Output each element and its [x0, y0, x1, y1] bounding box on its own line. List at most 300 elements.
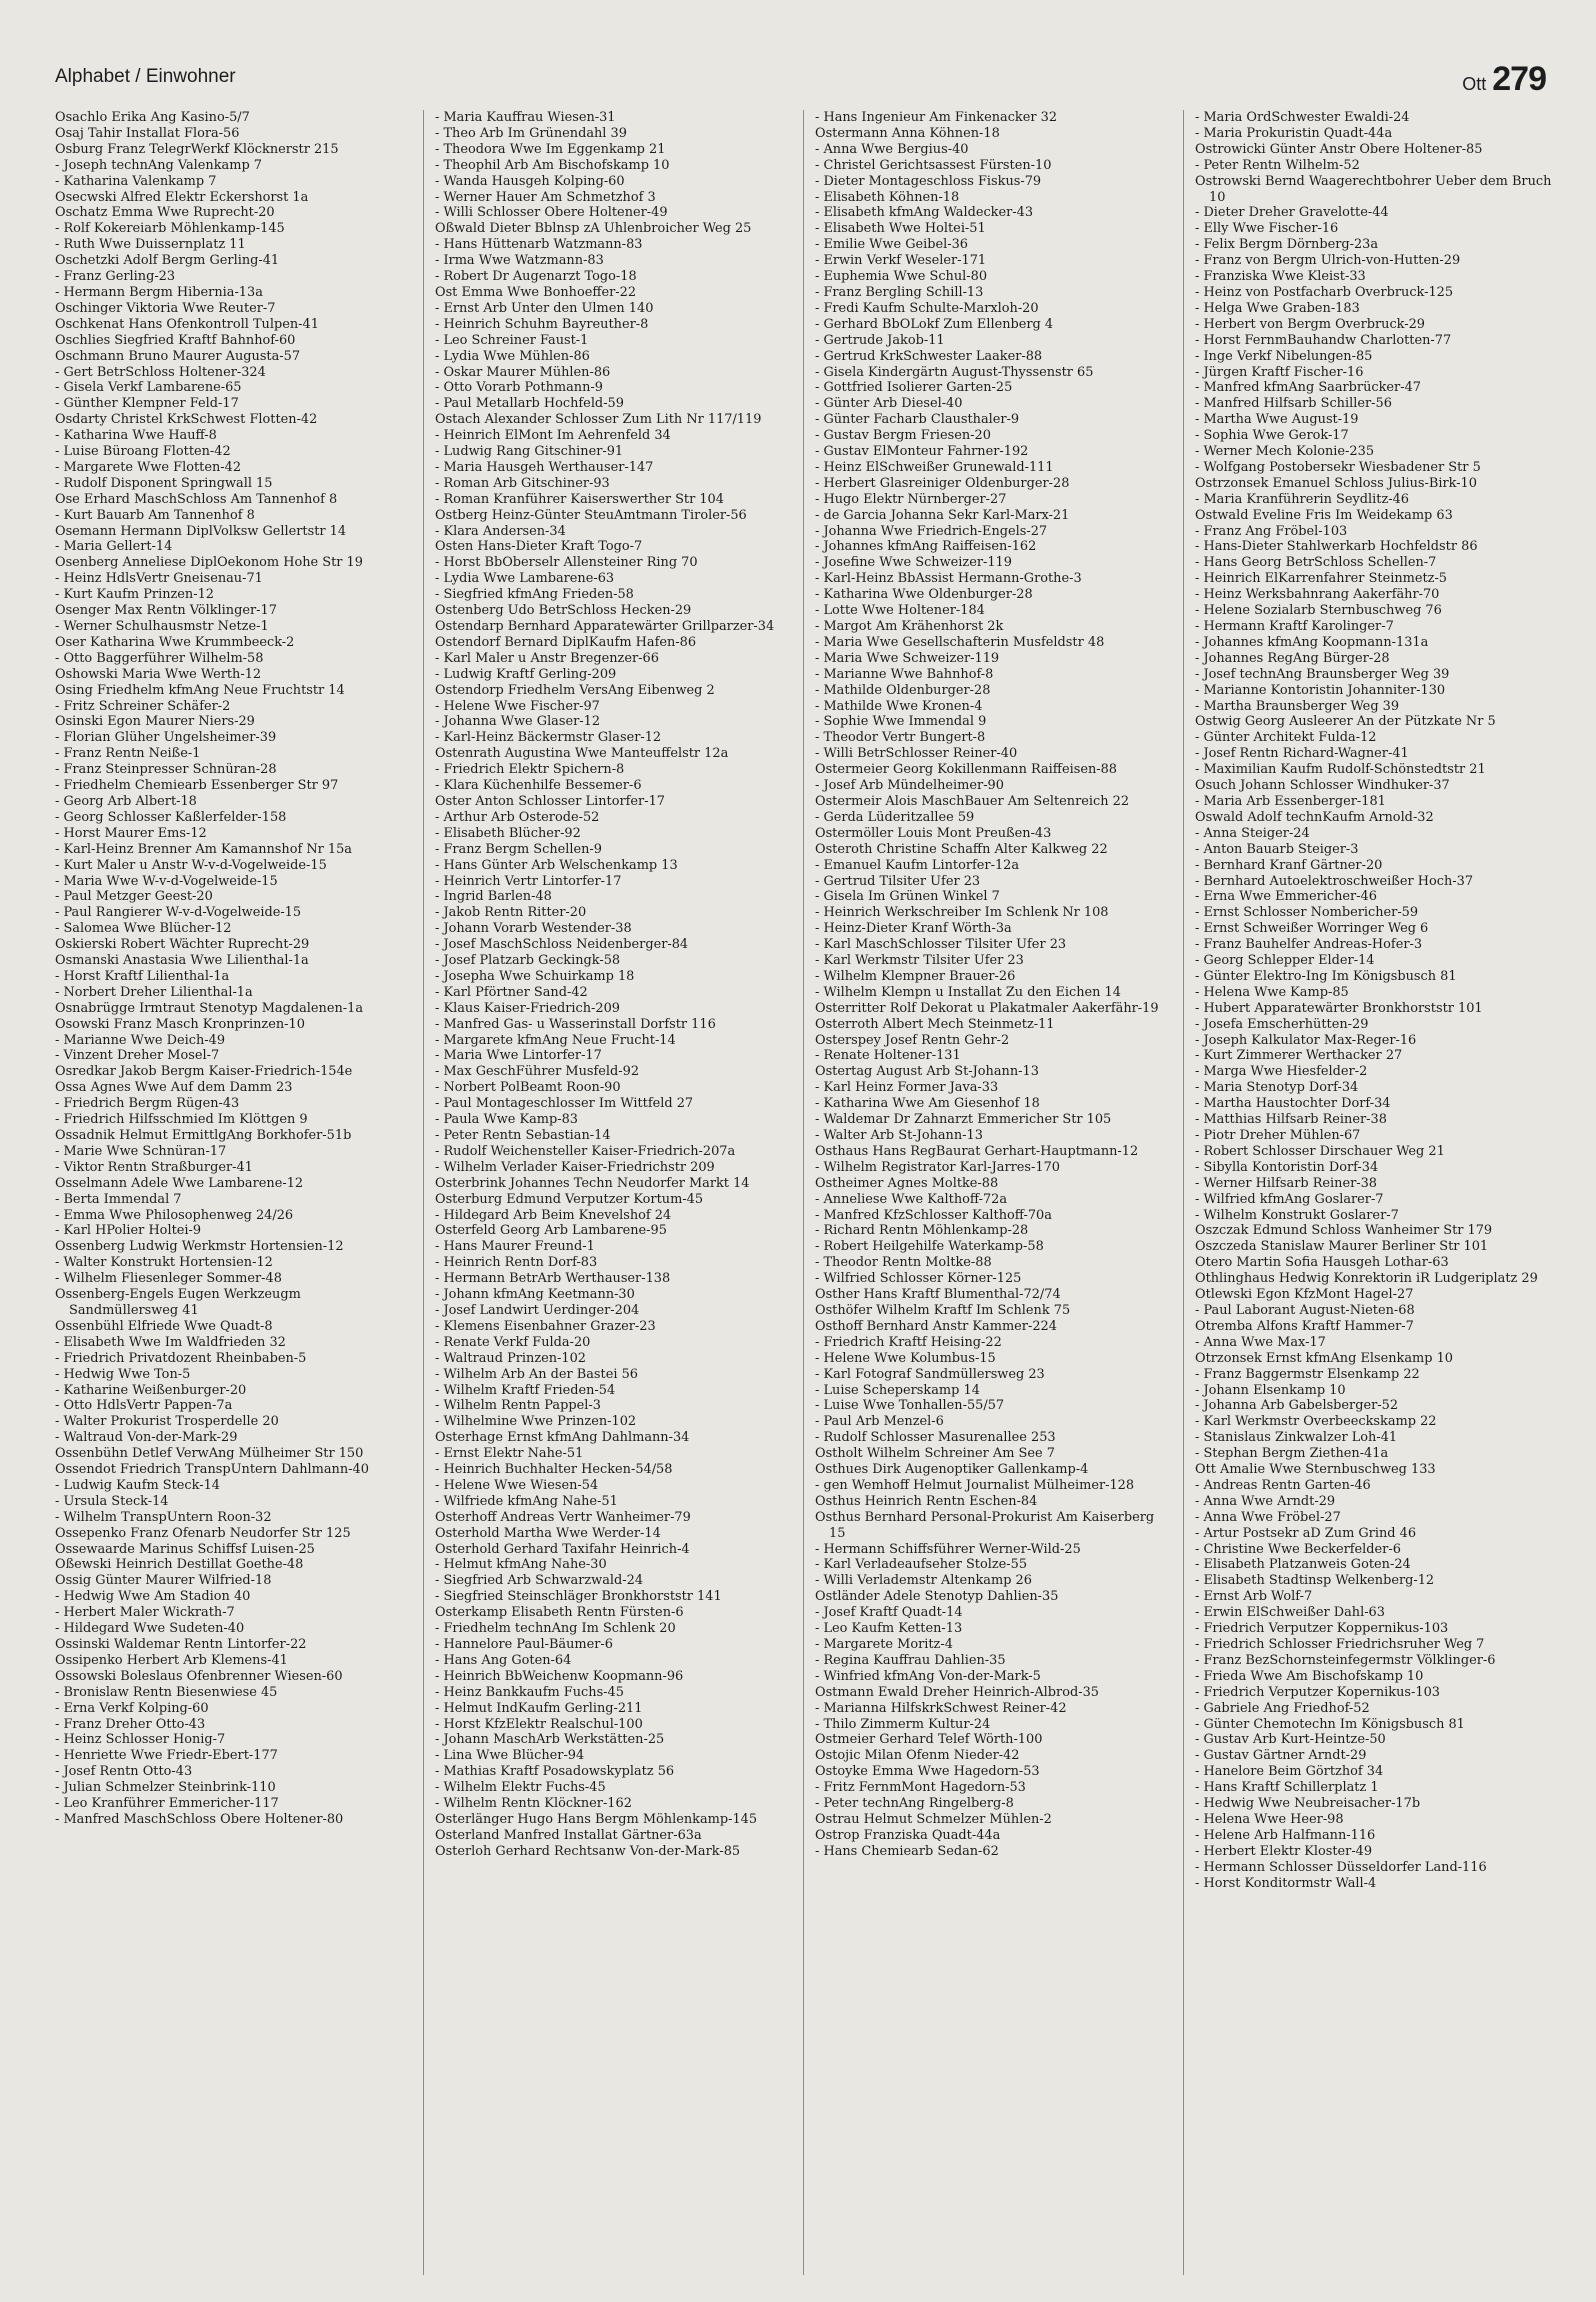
directory-entry: Osemann Hermann DiplVolksw Gellertstr 14	[55, 523, 347, 539]
directory-entry: - Erna Wwe Emmericher-46	[1195, 889, 1377, 905]
directory-entry: - Peter Rentn Sebastian-14	[435, 1128, 611, 1143]
directory-entry: Osterbrink Johannes Techn Neudorfer Markt 14	[435, 1175, 750, 1191]
directory-entry: - Hermann Bergm Hibernia-13a	[55, 284, 263, 300]
directory-entry: - Renate Verkf Fulda-20	[435, 1334, 591, 1350]
directory-entry: Ostrau Helmut Schmelzer Mühlen-2	[815, 1811, 1052, 1827]
directory-entry: - Franz BezSchornsteinfegermstr Völklinger-6	[1195, 1652, 1496, 1668]
directory-entry: - Ursula Steck-14	[55, 1493, 169, 1509]
directory-entry: - Johann Vorarb Westender-38	[435, 921, 632, 937]
directory-entry: - Luise Büroang Flotten-42	[55, 444, 231, 460]
directory-entry: - Günter Elektro-Ing Im Königsbusch 81	[1195, 968, 1457, 984]
directory-entry: - Theo Arb Im Grünendahl 39	[435, 125, 627, 141]
directory-entry: Oshowski Maria Wwe Werth-12	[55, 666, 262, 682]
directory-entry: - Peter Rentn Wilhelm-52	[1195, 157, 1360, 173]
directory-entry: - Rudolf Disponent Springwall 15	[55, 475, 273, 491]
directory-entry: Ossepenko Franz Ofenarb Neudorfer Str 125	[55, 1525, 351, 1541]
directory-entry: - Dieter Dreher Gravelotte-44	[1195, 205, 1389, 221]
directory-entry: Osterlänger Hugo Hans Bergm Möhlenkamp-145	[435, 1811, 758, 1827]
directory-entry: - Hildegard Wwe Sudeten-40	[55, 1621, 245, 1637]
directory-entry: - Theophil Arb Am Bischofskamp 10	[435, 157, 670, 173]
directory-entry: - Wilhelm Konstrukt Goslarer-7	[1195, 1207, 1399, 1223]
directory-entry: - Piotr Dreher Mühlen-67	[1195, 1128, 1361, 1143]
directory-entry: - Horst Konditormstr Wall-4	[1195, 1875, 1377, 1891]
directory-entry: - Hans Ingenieur Am Finkenacker 32	[815, 110, 1058, 125]
directory-entry: - Maria Prokuristin Quadt-44a	[1195, 125, 1393, 141]
directory-entry: - Helga Wwe Graben-183	[1195, 300, 1360, 316]
directory-entry: Oschatz Emma Wwe Ruprecht-20	[55, 205, 275, 221]
directory-entry: Osredkar Jakob Bergm Kaiser-Friedrich-154e	[55, 1064, 353, 1080]
directory-entry: - Willi BetrSchlosser Reiner-40	[815, 746, 1018, 762]
directory-entry: Oschmann Bruno Maurer Augusta-57	[55, 348, 301, 364]
directory-entry: - Josefa Emscherhütten-29	[1195, 1016, 1369, 1032]
directory-entry: - Arthur Arb Osterode-52	[435, 809, 600, 825]
directory-entry: - Lina Wwe Blücher-94	[435, 1748, 585, 1764]
directory-entry: - Gertrud Tilsiter Ufer 23	[815, 873, 981, 889]
directory-entry: - Friedrich Bergm Rügen-43	[55, 1096, 240, 1112]
directory-entry: - Martha Braunsberger Weg 39	[1195, 698, 1400, 714]
directory-entry: - Fredi Kaufm Schulte-Marxloh-20	[815, 300, 1039, 316]
directory-entry: - Heinrich Schuhm Bayreuther-8	[435, 316, 649, 332]
directory-entry: - Andreas Rentn Garten-46	[1195, 1477, 1371, 1493]
directory-entry: - Josef Rentn Otto-43	[55, 1764, 193, 1780]
directory-entry: - Klara Küchenhilfe Bessemer-6	[435, 778, 642, 794]
directory-entry: Ostertag August Arb St-Johann-13	[815, 1064, 1039, 1080]
directory-entry: - Josef Arb Mündelheimer-90	[815, 778, 1004, 794]
directory-entry: - Heinz ElSchweißer Grunewald-111	[815, 459, 1054, 475]
directory-entry: Osselmann Adele Wwe Lambarene-12	[55, 1175, 304, 1191]
directory-entry: - Wilfried kfmAng Goslarer-7	[1195, 1191, 1384, 1207]
directory-entry: Osteroth Christine Schaffn Alter Kalkweg 22	[815, 841, 1108, 857]
directory-entry: - Josef technAng Braunsberger Weg 39	[1195, 666, 1450, 682]
directory-entry: - Günter Arb Diesel-40	[815, 396, 963, 412]
directory-entry: Osing Friedhelm kfmAng Neue Fruchtstr 14	[55, 682, 345, 698]
directory-entry: - Wilfried Schlosser Körner-125	[815, 1271, 1022, 1287]
directory-entry: Oßewski Heinrich Destillat Goethe-48	[55, 1557, 304, 1573]
directory-entry: - Karl-Heinz Brenner Am Kamannshof Nr 15a	[55, 841, 352, 857]
directory-entry: - Josepha Wwe Schuirkamp 18	[435, 968, 635, 984]
directory-entry: Osterhoff Andreas Vertr Wanheimer-79	[435, 1509, 691, 1525]
directory-entry: - Helene Sozialarb Sternbuschweg 76	[1195, 603, 1442, 619]
directory-entry: Ostermann Anna Köhnen-18	[815, 125, 1000, 141]
directory-entry: - Norbert Dreher Lilienthal-1a	[55, 984, 253, 1000]
directory-entry: - Herbert Elektr Kloster-49	[1195, 1843, 1373, 1859]
directory-entry: - Heinrich Rentn Dorf-83	[435, 1255, 598, 1271]
directory-entry: - Gerda Lüderitzallee 59	[815, 809, 975, 825]
directory-entry: - Hedwig Wwe Neubreisacher-17b	[1195, 1796, 1421, 1812]
directory-entry: Ostendorf Bernard DiplKaufm Hafen-86	[435, 634, 697, 650]
directory-entry: - Viktor Rentn Straßburger-41	[55, 1159, 253, 1175]
directory-entry: - Gustav Bergm Friesen-20	[815, 428, 991, 444]
directory-entry: Ostheimer Agnes Moltke-88	[815, 1175, 999, 1191]
directory-entry: Ossenberg Ludwig Werkmstr Hortensien-12	[55, 1239, 344, 1255]
directory-entry: - Günter Facharb Clausthaler-9	[815, 412, 1020, 428]
directory-entry: - Margarete Moritz-4	[815, 1637, 953, 1652]
directory-entry: Osterroth Albert Mech Steinmetz-11	[815, 1016, 1055, 1032]
directory-entry: - Stephan Bergm Ziethen-41a	[1195, 1446, 1389, 1462]
directory-entry: - Josefine Wwe Schweizer-119	[815, 555, 1012, 571]
directory-entry: - Kurt Bauarb Am Tannenhof 8	[55, 507, 255, 523]
directory-entry: - Hans Günter Arb Welschenkamp 13	[435, 857, 678, 873]
directory-entry: - Günter Architekt Fulda-12	[1195, 730, 1377, 746]
column-1	[55, 110, 413, 2280]
directory-entry: - Luise Scheperskamp 14	[815, 1382, 980, 1398]
directory-entry: - Gisela Kindergärtn August-Thyssenstr 65	[815, 364, 1094, 380]
directory-entry: Ostenberg Udo BetrSchloss Hecken-29	[435, 603, 692, 619]
directory-entry: - Franz Dreher Otto-43	[55, 1716, 206, 1732]
directory-entry: - Maria Arb Essenberger-181	[1195, 793, 1386, 809]
directory-entry: - Josef Kraftf Quadt-14	[815, 1605, 963, 1621]
directory-entry: - Heinrich Buchhalter Hecken-54/58	[435, 1462, 673, 1478]
directory-entry: - Gertrude Jakob-11	[815, 332, 945, 348]
directory-entry: - Johann kfmAng Keetmann-30	[435, 1287, 635, 1303]
directory-entry: - Heinz Bankkaufm Fuchs-45	[435, 1684, 624, 1700]
directory-entry: - Leo Kaufm Ketten-13	[815, 1621, 963, 1637]
directory-entry: - Franz von Bergm Ulrich-von-Hutten-29	[1195, 253, 1461, 269]
directory-entry: - Emanuel Kaufm Lintorfer-12a	[815, 857, 1020, 873]
directory-entry: Osthaus Hans RegBaurat Gerhart-Hauptmann-12	[815, 1143, 1139, 1159]
directory-entry: - Theodora Wwe Im Eggenkamp 21	[435, 141, 666, 157]
directory-entry: - Horst BbOberselr Allensteiner Ring 70	[435, 555, 698, 571]
directory-entry: - Robert Dr Augenarzt Togo-18	[435, 269, 637, 285]
directory-entry: - Katharina Valenkamp 7	[55, 173, 217, 189]
directory-entry: - Waltraud Prinzen-102	[435, 1350, 587, 1366]
directory-entry: - Wanda Hausgeh Kolping-60	[435, 173, 625, 189]
directory-entry: - Thilo Zimmerm Kultur-24	[815, 1716, 991, 1732]
directory-entry: Osdarty Christel KrkSchwest Flotten-42	[55, 412, 318, 428]
directory-entry: - Klara Andersen-34	[435, 523, 566, 539]
directory-entry: - Gert BetrSchloss Holtener-324	[55, 364, 266, 380]
directory-entry: - Bronislaw Rentn Biesenwiese 45	[55, 1684, 278, 1700]
directory-entry: - Ernst Schlosser Nombericher-59	[1195, 905, 1419, 921]
directory-entry: Oschlies Siegfried Kraftf Bahnhof-60	[55, 332, 296, 348]
directory-entry: - Marianna HilfskrkSchwest Reiner-42	[815, 1700, 1067, 1716]
directory-entry: - Renate Holtener-131	[815, 1048, 961, 1064]
directory-entry: Osterhage Ernst kfmAng Dahlmann-34	[435, 1430, 690, 1446]
directory-entry: - Franz Rentn Neiße-1	[55, 746, 201, 762]
directory-entry: - Karl HPolier Holtei-9	[55, 1223, 202, 1239]
directory-entry: - Hedwig Wwe Am Stadion 40	[55, 1589, 251, 1605]
directory-entry: - Frieda Wwe Am Bischofskamp 10	[1195, 1668, 1424, 1684]
directory-entry: - Friedrich Verputzer Kopernikus-103	[1195, 1684, 1440, 1700]
directory-entry: - Karl-Heinz Bäckermstr Glaser-12	[435, 730, 662, 746]
directory-entry: Ostwig Georg Ausleerer An der Pützkate Nr 5	[1195, 714, 1496, 730]
directory-entry: - Maria Kauffrau Wiesen-31	[435, 110, 616, 125]
directory-entry: - Gertrud KrkSchwester Laaker-88	[815, 348, 1043, 364]
directory-entry: - Mathilde Oldenburger-28	[815, 682, 991, 698]
directory-entry: - Heinz HdlsVertr Gneisenau-71	[55, 571, 263, 587]
directory-entry: Osterhold Martha Wwe Werder-14	[435, 1525, 661, 1541]
directory-entry: - Karl Werkmstr Tilsiter Ufer 23	[815, 953, 1024, 969]
directory-entry: - Hans Maurer Freund-1	[435, 1239, 595, 1255]
directory-entry: Ostländer Adele Stenotyp Dahlien-35	[815, 1589, 1059, 1605]
directory-entry: - Manfred KfzSchlosser Kalthoff-70a	[815, 1207, 1052, 1223]
directory-entry: - Martha Wwe August-19	[1195, 412, 1359, 428]
directory-entry: Ostermeier Georg Kokillenmann Raiffeisen-88	[815, 762, 1118, 778]
directory-entry: - Johann Elsenkamp 10	[1195, 1382, 1346, 1398]
directory-entry: Ostholt Wilhelm Schreiner Am See 7	[815, 1446, 1055, 1462]
directory-entry: - Elisabeth Köhnen-18	[815, 189, 960, 205]
directory-entry: - Karl-Heinz BbAssist Hermann-Grothe-3	[815, 571, 1082, 587]
directory-entry: - Joseph Kalkulator Max-Reger-16	[1195, 1032, 1417, 1048]
directory-entry: - Kurt Zimmerer Werthacker 27	[1195, 1048, 1403, 1064]
directory-entry: - Erwin Verkf Weseler-171	[815, 253, 987, 269]
directory-entry: - Marianne Kontoristin Johanniter-130	[1195, 682, 1446, 698]
directory-entry: - Paul Metallarb Hochfeld-59	[435, 396, 624, 412]
directory-entry: - Josef Landwirt Uerdinger-204	[435, 1302, 640, 1318]
directory-entry: - Karl Heinz Former Java-33	[815, 1080, 999, 1096]
directory-entry: Osterspey Josef Rentn Gehr-2	[815, 1032, 1010, 1048]
directory-entry: - Irma Wwe Watzmann-83	[435, 253, 604, 269]
directory-entry: - Bernhard Autoelektroschweißer Hoch-37	[1195, 873, 1474, 889]
directory-entry: Osinski Egon Maurer Niers-29	[55, 714, 255, 730]
directory-entry: - Margot Am Krähenhorst 2k	[815, 619, 1004, 634]
directory-entry: - Werner Hilfsarb Reiner-38	[1195, 1175, 1378, 1191]
directory-entry: - Martha Haustochter Dorf-34	[1195, 1096, 1391, 1112]
directory-entry: - Friedrich Verputzer Koppernikus-103	[1195, 1621, 1449, 1637]
directory-entry: - Gerhard BbOLokf Zum Ellenberg 4	[815, 316, 1054, 332]
directory-entry: - Friedrich Elektr Spichern-8	[435, 762, 625, 778]
directory-entry: - Paul Laborant August-Nieten-68	[1195, 1302, 1415, 1318]
directory-entry: - Richard Rentn Möhlenkamp-28	[815, 1223, 1029, 1239]
directory-entry: - Anna Wwe Fröbel-27	[1195, 1509, 1341, 1525]
directory-entry: - Josef MaschSchloss Neidenberger-84	[435, 937, 689, 953]
directory-entry: - Elly Wwe Fischer-16	[1195, 221, 1339, 237]
directory-entry: - Elisabeth Blücher-92	[435, 825, 581, 841]
directory-entry: - Gustav Arb Kurt-Heintze-50	[1195, 1732, 1386, 1748]
directory-entry: Ostermeir Alois MaschBauer Am Seltenreich 22	[815, 793, 1130, 809]
directory-entry: - Johanna Wwe Glaser-12	[435, 714, 601, 730]
directory-entry: - Franz Bergling Schill-13	[815, 284, 984, 300]
directory-entry: - Wilhelm TranspUntern Roon-32	[55, 1509, 272, 1525]
directory-entry: - Luise Wwe Tonhallen-55/57	[815, 1398, 1005, 1414]
directory-entry: - Wilhelm Fliesenleger Sommer-48	[55, 1271, 282, 1287]
directory-entry: - Rudolf Schlosser Masurenallee 253	[815, 1430, 1056, 1446]
directory-entry: - Heinrich Werkschreiber Im Schlenk Nr 108	[815, 905, 1109, 921]
directory-entry: - Roman Kranführer Kaiserswerther Str 104	[435, 491, 724, 507]
directory-entry: - Erna Verkf Kolping-60	[55, 1700, 209, 1716]
directory-entry: - Klaus Kaiser-Friedrich-209	[435, 1000, 620, 1016]
column-4	[1195, 110, 1553, 2280]
directory-entry: - Maria Wwe W-v-d-Vogelweide-15	[55, 873, 278, 889]
directory-entry: - Hermann BetrArb Werthauser-138	[435, 1271, 671, 1287]
directory-entry: - Anna Wwe Arndt-29	[1195, 1493, 1336, 1509]
directory-entry: - Wilfriede kfmAng Nahe-51	[435, 1493, 618, 1509]
directory-entry: - Maria Wwe Schweizer-119	[815, 650, 1000, 666]
directory-entry: - Salomea Wwe Blücher-12	[55, 921, 232, 937]
directory-entry: - Josef Platzarb Geckingk-58	[435, 953, 621, 969]
directory-entry: - Hans-Dieter Stahlwerkarb Hochfeldstr 86	[1195, 539, 1478, 555]
directory-entry: - Euphemia Wwe Schul-80	[815, 269, 988, 285]
directory-entry: - Matthias Hilfsarb Reiner-38	[1195, 1112, 1387, 1128]
directory-entry: - Hedwig Wwe Ton-5	[55, 1366, 191, 1382]
directory-entry: - Hannelore Paul-Bäumer-6	[435, 1637, 613, 1652]
directory-entry: Ostendorp Friedhelm VersAng Eibenweg 2	[435, 682, 715, 698]
directory-entry: - Anna Steiger-24	[1195, 825, 1310, 841]
directory-entry: - Friedrich Privatdozent Rheinbaben-5	[55, 1350, 307, 1366]
directory-entry: - Paul Arb Menzel-6	[815, 1414, 944, 1430]
directory-entry: - Inge Verkf Nibelungen-85	[1195, 348, 1373, 364]
directory-entry: - Wilhelm Klempner Brauer-26	[815, 968, 1016, 984]
directory-entry: - Wilhelm Verlader Kaiser-Friedrichstr 209	[435, 1159, 715, 1175]
directory-entry: - Werner Schulhausmstr Netze-1	[55, 619, 269, 634]
directory-entry: Otlewski Egon KfzMont Hagel-27	[1195, 1287, 1414, 1303]
directory-entry: - Max GeschFührer Musfeld-92	[435, 1064, 640, 1080]
directory-entry: - Jakob Rentn Ritter-20	[435, 905, 587, 921]
directory-entry: Osmanski Anastasia Wwe Lilienthal-1a	[55, 953, 309, 969]
directory-entry: - Friedhelm Chemiearb Essenberger Str 97	[55, 778, 339, 794]
directory-entry: - Friedrich Schlosser Friedrichsruher Weg 7	[1195, 1637, 1485, 1652]
directory-entry: Osenberg Anneliese DiplOekonom Hohe Str 19	[55, 555, 363, 571]
directory-entry: - Roman Arb Gitschiner-93	[435, 475, 610, 491]
directory-entry: - Anna Wwe Max-17	[1195, 1334, 1326, 1350]
directory-entry: - Stanislaus Zinkwalzer Loh-41	[1195, 1430, 1398, 1446]
directory-entry: - Rolf Kokereiarb Möhlenkamp-145	[55, 221, 285, 237]
directory-entry: - Mathias Kraftf Posadowskyplatz 56	[435, 1764, 675, 1780]
directory-entry: - Ernst Arb Unter den Ulmen 140	[435, 300, 654, 316]
directory-entry: - Artur Postsekr aD Zum Grind 46	[1195, 1525, 1417, 1541]
directory-entry: - Heinz Werksbahnrang Aakerfähr-70	[1195, 587, 1440, 603]
directory-entry: Ostrowski Bernd Waagerechtbohrer Ueber dem Bruch 10	[1195, 173, 1552, 205]
directory-entry: - Manfred Hilfsarb Schiller-56	[1195, 396, 1392, 412]
directory-entry: - Gustav ElMonteur Fahrner-192	[815, 444, 1029, 460]
directory-entry: - Mathilde Wwe Kronen-4	[815, 698, 983, 714]
directory-entry: - Leo Kranführer Emmericher-117	[55, 1796, 279, 1812]
directory-entry: Osuch Johann Schlosser Windhuker-37	[1195, 778, 1450, 794]
directory-entry: Ossenberg-Engels Eugen Werkzeugm Sandmüllersweg 41	[55, 1287, 301, 1318]
directory-entry: Oster Anton Schlosser Lintorfer-17	[435, 793, 665, 809]
directory-entry: - Sibylla Kontoristin Dorf-34	[1195, 1159, 1379, 1175]
directory-entry: - Otto Baggerführer Wilhelm-58	[55, 650, 264, 666]
directory-entry: - Heinz Schlosser Honig-7	[55, 1732, 226, 1748]
directory-entry: - Siegfried Steinschläger Bronkhorststr 141	[435, 1589, 722, 1605]
directory-entry: Othlinghaus Hedwig Konrektorin iR Ludgeriplatz 29	[1195, 1271, 1538, 1287]
directory-entry: - Katharina Wwe Am Giesenhof 18	[815, 1096, 1040, 1112]
directory-entry: Oswald Adolf technKaufm Arnold-32	[1195, 809, 1434, 825]
directory-entry: Osnabrügge Irmtraut Stenotyp Magdalenen-1a	[55, 1000, 364, 1016]
directory-entry: - Theodor Rentn Moltke-88	[815, 1255, 992, 1271]
directory-entry: Ossowski Boleslaus Ofenbrenner Wiesen-60	[55, 1668, 343, 1684]
directory-entry: - Gisela Im Grünen Winkel 7	[815, 889, 1000, 905]
directory-entry: - Heinrich ElMont Im Aehrenfeld 34	[435, 428, 671, 444]
directory-entry: Ost Emma Wwe Bonhoeffer-22	[435, 284, 637, 300]
directory-entry: - Walter Konstrukt Hortensien-12	[55, 1255, 273, 1271]
directory-entry: - Katharina Wwe Oldenburger-28	[815, 587, 1033, 603]
directory-entry: - Gottfried Isolierer Garten-25	[815, 380, 1013, 396]
directory-entry: - Friedrich Kraftf Heising-22	[815, 1334, 1002, 1350]
directory-entry: - Regina Kauffrau Dahlien-35	[815, 1652, 1006, 1668]
directory-entry: Ostmeier Gerhard Telef Wörth-100	[815, 1732, 1043, 1748]
directory-entry: Oschkenat Hans Ofenkontroll Tulpen-41	[55, 316, 319, 332]
directory-entry: - Oskar Maurer Mühlen-86	[435, 364, 611, 380]
directory-entry: - Franz Baggermstr Elsenkamp 22	[1195, 1366, 1420, 1382]
directory-entry: Osburg Franz TelegrWerkf Klöcknerstr 215	[55, 141, 339, 157]
directory-entry: - Margarete kfmAng Neue Frucht-14	[435, 1032, 676, 1048]
directory-entry: - Peter technAng Ringelberg-8	[815, 1796, 1014, 1812]
directory-entry: - Wolfgang Postobersekr Wiesbadener Str 5	[1195, 459, 1481, 475]
directory-entry: Oser Katharina Wwe Krummbeeck-2	[55, 634, 295, 650]
directory-entry: - Paula Wwe Kamp-83	[435, 1112, 578, 1128]
directory-entry: - Katharina Wwe Hauff-8	[55, 428, 217, 444]
directory-entry: - Helena Wwe Kamp-85	[1195, 984, 1349, 1000]
directory-entry: Ostoyke Emma Wwe Hagedorn-53	[815, 1764, 1040, 1780]
directory-entry: - Wilhelm Elektr Fuchs-45	[435, 1780, 606, 1796]
directory-entry: - Helena Wwe Heer-98	[1195, 1811, 1344, 1827]
directory-entry: Ostenrath Augustina Wwe Manteuffelstr 12a	[435, 746, 729, 762]
directory-entry: - Fritz FernmMont Hagedorn-53	[815, 1780, 1026, 1796]
directory-entry: Ostrowicki Günter Anstr Obere Holtener-85	[1195, 141, 1483, 157]
directory-entry: - Ludwig Rang Gitschiner-91	[435, 444, 624, 460]
directory-entry: Osthoff Bernhard Anstr Kammer-224	[815, 1318, 1057, 1334]
directory-entry: - Jürgen Kraftf Fischer-16	[1195, 364, 1364, 380]
directory-entry: - Georg Arb Albert-18	[55, 793, 197, 809]
directory-entry: - Hermann Schlosser Düsseldorfer Land-116	[1195, 1859, 1487, 1875]
directory-entry: - de Garcia Johanna Sekr Karl-Marx-21	[815, 507, 1070, 523]
directory-entry: Oszczak Edmund Schloss Wanheimer Str 179	[1195, 1223, 1493, 1239]
directory-entry: Osterburg Edmund Verputzer Kortum-45	[435, 1191, 704, 1207]
directory-entry: - Willi Verlademstr Altenkamp 26	[815, 1573, 1032, 1589]
directory-entry: - Franziska Wwe Kleist-33	[1195, 269, 1366, 285]
directory-entry: - Elisabeth kfmAng Waldecker-43	[815, 205, 1034, 221]
directory-entry: - Sophie Wwe Immendal 9	[815, 714, 987, 730]
directory-entry: - gen Wemhoff Helmut Journalist Mülheimer-128	[815, 1477, 1135, 1493]
directory-entry: Ostach Alexander Schlosser Zum Lith Nr 117/119	[435, 412, 762, 428]
page-number: 279	[1492, 60, 1546, 98]
directory-entry: - Paul Montageschlosser Im Wittfeld 27	[435, 1096, 694, 1112]
directory-entry: Ossa Agnes Wwe Auf dem Damm 23	[55, 1080, 293, 1096]
directory-entry: - Waltraud Von-der-Mark-29	[55, 1430, 238, 1446]
directory-entry: - Christel Gerichtsassest Fürsten-10	[815, 157, 1052, 173]
directory-entry: - Siegfried Arb Schwarzwald-24	[435, 1573, 644, 1589]
directory-entry: - Berta Immendal 7	[55, 1191, 182, 1207]
directory-entry: - Friedhelm technAng Im Schlenk 20	[435, 1621, 676, 1637]
directory-entry: Osthus Heinrich Rentn Eschen-84	[815, 1493, 1038, 1509]
directory-entry: - Otto Vorarb Pothmann-9	[435, 380, 603, 396]
directory-entry: - Franz Gerling-23	[55, 269, 176, 285]
directory-entry: - Werner Mech Kolonie-235	[1195, 444, 1375, 460]
directory-entry: Osaj Tahir Installat Flora-56	[55, 125, 240, 141]
directory-entry: - Hermann Kraftf Karolinger-7	[1195, 619, 1394, 634]
directory-entry: - Maria Wwe Gesellschafterin Musfeldstr 48	[815, 634, 1105, 650]
directory-entry: Osthus Bernhard Personal-Prokurist Am Kaiserberg 15	[815, 1509, 1155, 1541]
directory-entry: Oskierski Robert Wächter Ruprecht-29	[55, 937, 310, 953]
directory-entry: - Maria Hausgeh Werthauser-147	[435, 459, 654, 475]
directory-entry: - Vinzent Dreher Mosel-7	[55, 1048, 220, 1064]
directory-entry: Oschinger Viktoria Wwe Reuter-7	[55, 300, 276, 316]
directory-entry: Ostrop Franziska Quadt-44a	[815, 1827, 1001, 1843]
directory-entry: Osterkamp Elisabeth Rentn Fürsten-6	[435, 1605, 684, 1621]
directory-entry: - Julian Schmelzer Steinbrink-110	[55, 1780, 276, 1796]
directory-entry: - Franz Steinpresser Schnüran-28	[55, 762, 277, 778]
directory-entry: - Karl Werkmstr Overbeeckskamp 22	[1195, 1414, 1437, 1430]
directory-entry: Osterritter Rolf Dekorat u Plakatmaler Aakerfähr-19	[815, 1000, 1159, 1016]
directory-entry: - Hans Hüttenarb Watzmann-83	[435, 237, 643, 253]
directory-entry: - Elisabeth Wwe Holtei-51	[815, 221, 986, 237]
directory-entry: - Horst KfzElektr Realschul-100	[435, 1716, 643, 1732]
directory-entry: Otremba Alfons Kraftf Hammer-7	[1195, 1318, 1414, 1334]
directory-entry: Osowski Franz Masch Kronprinzen-10	[55, 1016, 305, 1032]
directory-entry: - Franz Ang Fröbel-103	[1195, 523, 1348, 539]
directory-entry: - Ernst Schweißer Worringer Weg 6	[1195, 921, 1429, 937]
directory-entry: Osecwski Alfred Elektr Eckershorst 1a	[55, 189, 309, 205]
directory-entry: Osterhold Gerhard Taxifahr Heinrich-4	[435, 1541, 690, 1557]
directory-entry: - Manfred Gas- u Wasserinstall Dorfstr 116	[435, 1016, 716, 1032]
directory-entry: - Günter Chemotechn Im Königsbusch 81	[1195, 1716, 1465, 1732]
directory-entry: - Johannes kfmAng Koopmann-131a	[1195, 634, 1429, 650]
directory-entry: Ostojic Milan Ofenm Nieder-42	[815, 1748, 1020, 1764]
directory-entry: - Emilie Wwe Geibel-36	[815, 237, 969, 253]
directory-entry: - Marianne Wwe Bahnhof-8	[815, 666, 994, 682]
directory-entry: - Wilhelm Kraftf Frieden-54	[435, 1382, 616, 1398]
